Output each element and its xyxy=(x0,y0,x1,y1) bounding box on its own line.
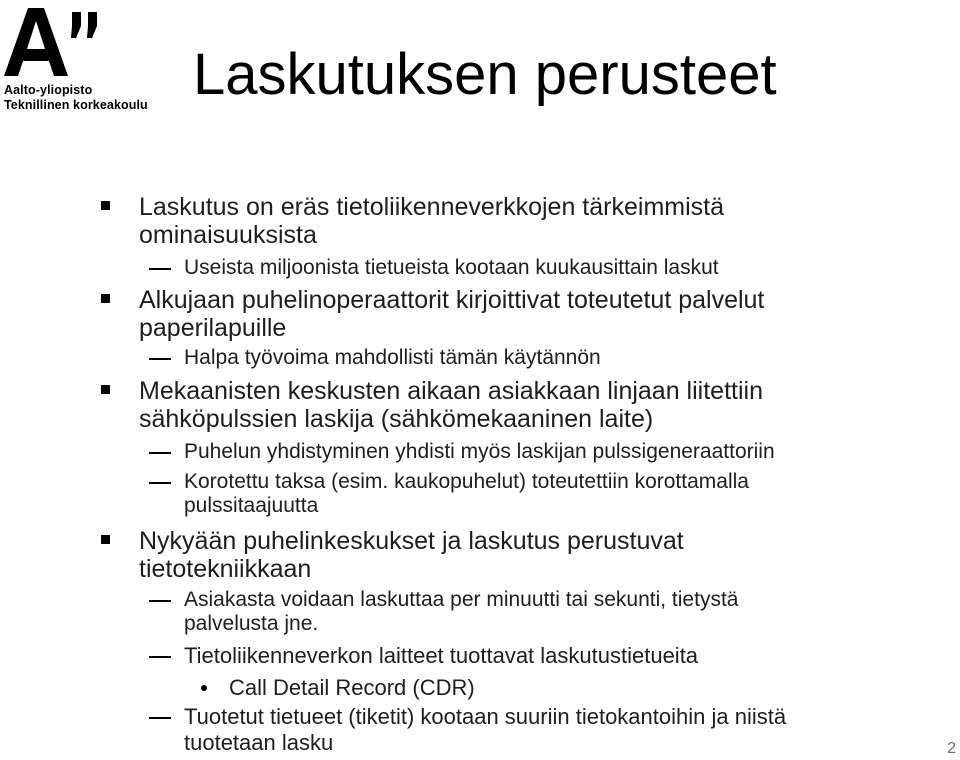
bullet-item-level2 xyxy=(184,588,738,636)
bullet-item-level1 xyxy=(139,286,764,342)
bullet-line: tietotekniikkaan xyxy=(139,555,312,583)
dash-bullet-icon xyxy=(149,358,171,360)
bullet-line: sähköpulssien laskija (sähkömekaaninen laite) xyxy=(139,405,654,433)
bullet-line: tuotetaan lasku xyxy=(184,730,334,755)
bullet-line: ominaisuuksista xyxy=(139,221,317,249)
bullet-line: palvelusta jne. xyxy=(184,612,319,635)
bullet-line: Call Detail Record (CDR) xyxy=(229,675,475,700)
bullet-line: Tuotetut tietueet (tiketit) kootaan suuriin tietokantoihin ja niistä xyxy=(184,704,787,729)
square-bullet-icon xyxy=(101,535,110,544)
logo-university-name: Aalto-yliopisto xyxy=(4,83,93,97)
bullet-item-level1 xyxy=(139,193,724,249)
dot-bullet-icon xyxy=(201,685,207,691)
bullet-item-level2 xyxy=(184,470,749,518)
square-bullet-icon xyxy=(101,294,110,303)
bullet-line: Korotettu taksa (esim. kaukopuhelut) toteutettiin korottamalla xyxy=(184,470,749,493)
bullet-line: Nykyään puhelinkeskukset ja laskutus perustuvat xyxy=(139,527,684,555)
bullet-line: Laskutus on eräs tietoliikenneverkkojen tärkeimmistä xyxy=(139,193,724,221)
dash-bullet-icon xyxy=(149,482,171,484)
bullet-line: pulssitaajuutta xyxy=(184,494,319,517)
bullet-line: Mekaanisten keskusten aikaan asiakkaan linjaan liitettiin xyxy=(139,377,763,405)
bullet-line: paperilapuille xyxy=(139,314,287,342)
bullet-item-level2 xyxy=(184,256,719,280)
bullet-line: Halpa työvoima mahdollisti tämän käytännön xyxy=(184,346,601,369)
bullet-item-level1 xyxy=(139,377,763,433)
bullet-item-level2 xyxy=(184,643,698,669)
dash-bullet-icon xyxy=(149,717,171,719)
square-bullet-icon xyxy=(101,385,110,394)
bullet-item-level1 xyxy=(139,527,684,583)
bullet-item-level3 xyxy=(229,675,475,701)
dash-bullet-icon xyxy=(149,656,171,658)
square-bullet-icon xyxy=(101,201,110,210)
bullet-line: Alkujaan puhelinoperaattorit kirjoittivat toteutetut palvelut xyxy=(139,286,765,314)
page-number: 2 xyxy=(947,740,956,757)
bullet-item-level2 xyxy=(184,440,775,464)
dash-bullet-icon xyxy=(149,452,171,454)
logo-school-name: Teknillinen korkeakoulu xyxy=(4,98,148,112)
bullet-line: Puhelun yhdistyminen yhdisti myös laskijan pulssigeneraattoriin xyxy=(184,440,775,463)
bullet-line: Asiakasta voidaan laskuttaa per minuutti tai sekunti, tietystä xyxy=(184,588,739,611)
bullet-line: Useista miljoonista tietueista kootaan kuukausittain laskut xyxy=(184,256,719,279)
bullet-line: Tietoliikenneverkon laitteet tuottavat laskutustietueita xyxy=(184,643,699,668)
bullet-item-level2 xyxy=(184,704,786,756)
slide-title: Laskutuksen perusteet xyxy=(193,42,777,107)
bullet-item-level2 xyxy=(184,346,601,370)
dash-bullet-icon xyxy=(149,268,171,270)
dash-bullet-icon xyxy=(149,600,171,602)
